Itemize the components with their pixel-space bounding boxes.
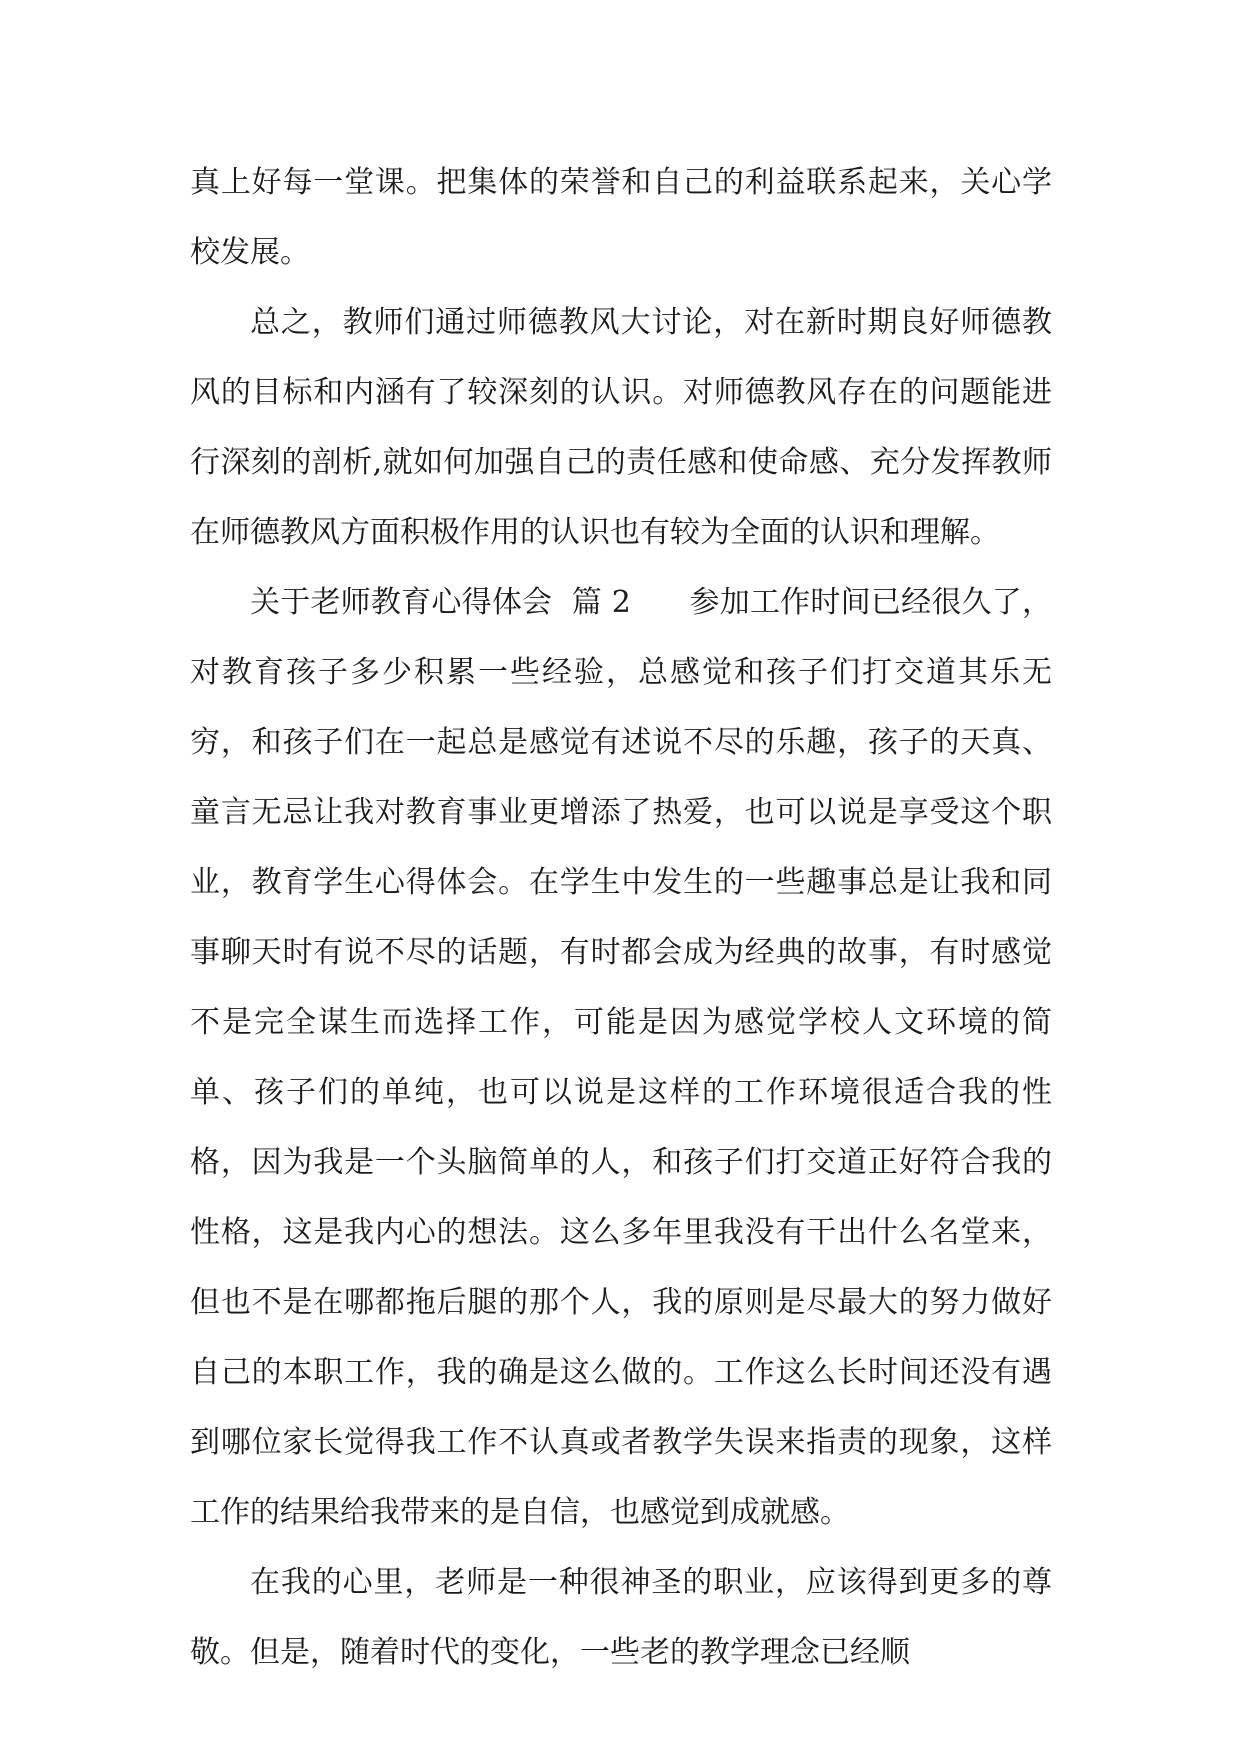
section-heading: 关于老师教育心得体会 篇 2 bbox=[250, 585, 631, 620]
section-2-text: 参加工作时间已经很久了，对教育孩子多少积累一些经验，总感觉和孩子们打交道其乐无穷，和孩子们在一起总是感觉有述说不尽的乐趣，孩子的天真、童言无忌让我对教育事业更增添了热爱，也可以说是享受这个职业，教育学生心得体会。在学生中发生的一些趣事总是让我和同事聊天时有说不尽的话题，有时都会成为经典的故事，有时感觉不是完全谋生而选择工作，可能是因为感觉学校人文环境的简单、孩子们的单纯，也可以说是这样的工作环境很适合我的性格，因为我是一个头脑简单的人，和孩子们打交道正好符合我的性格，这是我内心的想法。这么多年里我没有干出什么名堂来，但也不是在哪都拖后腿的那个人，我的原则是尽最大的努力做好自己的本职工作，我的确是这么做的。工作这么长时间还没有遇到哪位家长觉得我工作不认真或者教学失误来指责的现象，这样工作的结果给我带来的是自信，也感觉到成就感。 bbox=[190, 585, 1053, 1530]
paragraph-continuation: 真上好每一堂课。把集体的荣誉和自己的利益联系起来，关心学校发展。 bbox=[190, 165, 1052, 270]
paragraph-section-2 bbox=[190, 568, 1052, 1548]
paragraph-summary: 总之，教师们通过师德教风大讨论，对在新时期良好师德教风的目标和内涵有了较深刻的认识。对师德教风存在的问题能进行深刻的剖析,就如何加强自己的责任感和使命感、充分发挥教师在师德教风方面积极作用的认识也有较为全面的认识和理解。 bbox=[190, 305, 1052, 550]
heading-gap bbox=[631, 585, 690, 620]
paragraph-teacher-profession: 在我的心里，老师是一种很神圣的职业，应该得到更多的尊敬。但是，随着时代的变化，一些老的教学理念已经顺 bbox=[190, 1565, 1052, 1670]
document-body bbox=[190, 148, 1052, 1688]
